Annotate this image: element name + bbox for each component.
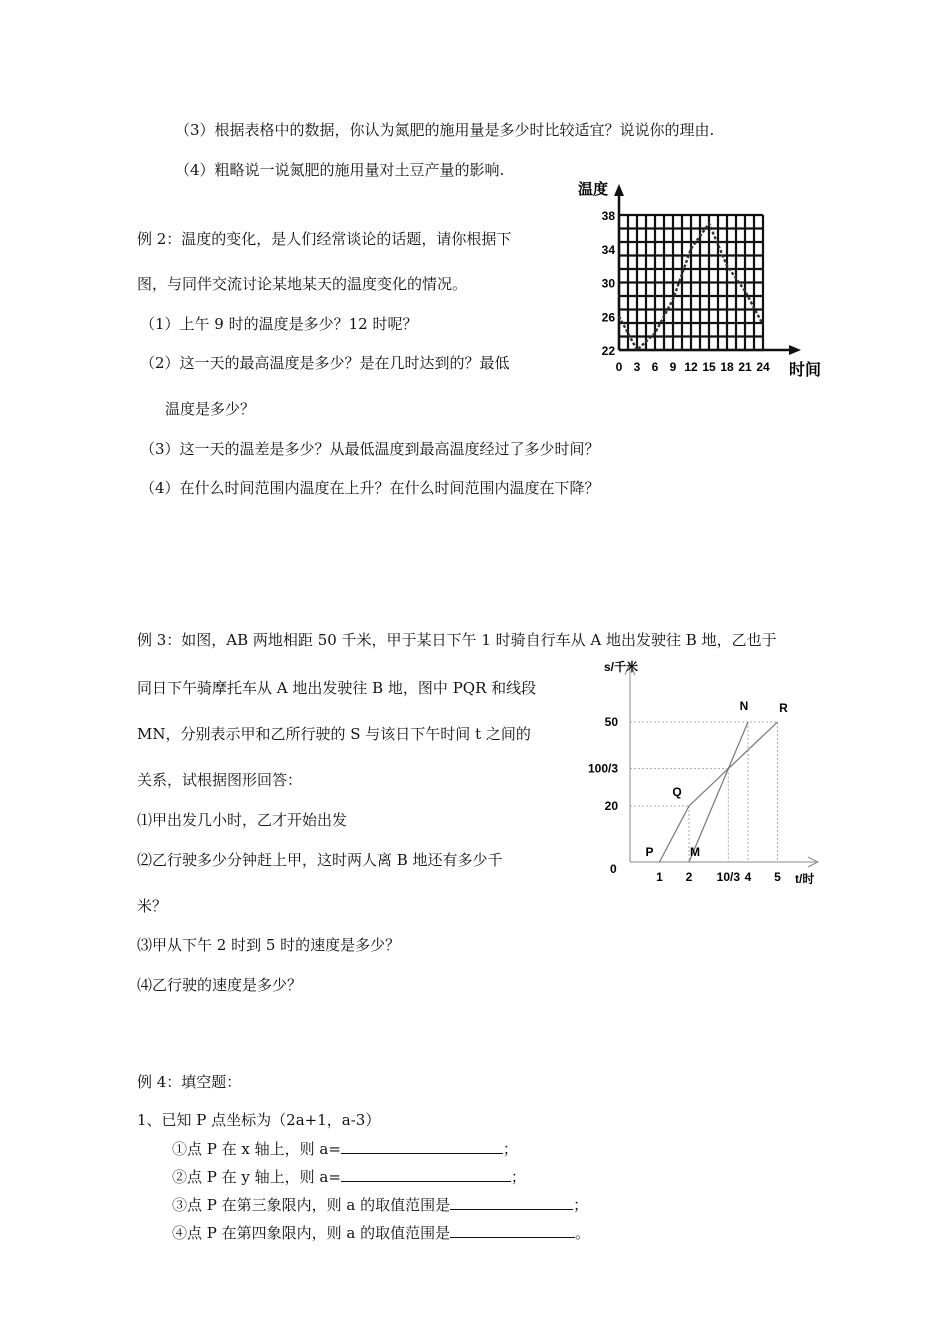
- example4-item-1: 1、已知 P 点坐标为（2a+1，a-3）: [137, 1111, 381, 1129]
- point-label-n: N: [739, 699, 749, 713]
- x-tick-label: 18: [720, 360, 734, 374]
- example4-subitem-3: [172, 1194, 588, 1215]
- example4-subitem-1: [172, 1138, 518, 1159]
- example4-subitem-2: [172, 1166, 526, 1187]
- example4-subitem-4: [172, 1222, 590, 1243]
- x-tick-label: 24: [756, 360, 770, 374]
- point-label-q: Q: [672, 785, 682, 799]
- example2-intro-line1: 例 2：温度的变化，是人们经常谈论的话题，请你根据下: [137, 230, 512, 248]
- series-mn-line: [689, 722, 748, 862]
- origin-label: 0: [610, 862, 617, 876]
- x-tick-label: 12: [684, 360, 698, 374]
- point-label-r: R: [779, 701, 788, 715]
- x-tick-label: 15: [702, 360, 716, 374]
- example3-question-1: ⑴甲出发几小时，乙才开始出发: [137, 811, 348, 829]
- example3-line1: 例 3：如图，AB 两地相距 50 千米，甲于某日下午 1 时骑自行车从 A 地出发驶往 B 地，乙也于: [137, 631, 777, 649]
- x-tick-label: 3: [633, 360, 641, 374]
- answer-blank-2[interactable]: [341, 1166, 511, 1182]
- subitem-2-punct: ；: [510, 1168, 526, 1186]
- subitem-2-text: ②点 P 在 y 轴上，则 a=: [172, 1168, 341, 1186]
- prev-question-3: （3）根据表格中的数据，你认为氮肥的施用量是多少时比较适宜？说说你的理由.: [175, 121, 715, 139]
- example4-title: 例 4：填空题：: [137, 1073, 242, 1091]
- x-tick-label: 5: [774, 870, 781, 884]
- answer-blank-1[interactable]: [341, 1138, 503, 1154]
- x-axis-arrow: [789, 345, 801, 355]
- example3-question-2-line1: ⑵乙行驶多少分钟赶上甲，这时两人离 B 地还有多少千: [137, 851, 503, 869]
- example3-line4: 关系，试根据图形回答：: [137, 771, 303, 789]
- subitem-3-text: ③点 P 在第三象限内，则 a 的取值范围是: [172, 1196, 451, 1214]
- subitem-4-text: ④点 P 在第四象限内，则 a 的取值范围是: [172, 1224, 451, 1242]
- point-label-m: M: [690, 845, 700, 859]
- example3-line2: 同日下午骑摩托车从 A 地出发驶往 B 地，图中 PQR 和线段: [137, 679, 537, 697]
- x-axis-label: 时间: [789, 362, 822, 379]
- example3-question-4: ⑷乙行驶的速度是多少？: [137, 976, 303, 994]
- x-tick-label: 0: [615, 360, 623, 374]
- y-tick-label: 38: [601, 209, 615, 223]
- example2-question-2-line2: 温度是多少？: [165, 400, 256, 418]
- y-tick-label: 30: [601, 276, 615, 291]
- example2-question-2-line1: （2）这一天的最高温度是多少？是在几时达到的？最低: [140, 354, 510, 372]
- y-axis-label: 温度: [578, 181, 609, 198]
- subitem-4-punct: 。: [575, 1224, 591, 1242]
- subitem-1-punct: ；: [502, 1140, 518, 1158]
- x-tick-label: 6: [651, 360, 659, 374]
- example3-question-3: ⑶甲从下午 2 时到 5 时的速度是多少？: [137, 936, 401, 954]
- x-tick-label: 1: [656, 870, 663, 884]
- x-axis-label: t/时: [795, 872, 815, 886]
- x-tick-label: 4: [744, 870, 752, 884]
- distance-time-chart: [580, 655, 830, 895]
- example3-question-2-line2: 米？: [137, 897, 168, 915]
- y-tick-label: 100/3: [587, 761, 618, 776]
- y-axis-label: s/千米: [604, 660, 639, 674]
- y-axis-arrow: [614, 184, 624, 196]
- y-tick-label: 26: [601, 310, 615, 325]
- x-tick-label: 9: [669, 360, 677, 374]
- y-tick-label: 34: [601, 242, 615, 257]
- prev-question-4: （4）粗略说一说氮肥的施用量对土豆产量的影响.: [175, 161, 505, 179]
- x-tick-label: 21: [738, 360, 752, 374]
- x-tick-label: 2: [685, 870, 693, 884]
- example2-question-4: （4）在什么时间范围内温度在上升？在什么时间范围内温度在下降？: [140, 479, 600, 497]
- example2-intro-line2: 图，与同伴交流讨论某地某天的温度变化的情况。: [137, 275, 468, 293]
- answer-blank-4[interactable]: [450, 1222, 575, 1238]
- subitem-3-punct: ；: [573, 1196, 589, 1214]
- x-tick-label: 10/3: [716, 870, 741, 884]
- point-label-p: P: [645, 845, 654, 859]
- subitem-1-text: ①点 P 在 x 轴上，则 a=: [172, 1140, 341, 1158]
- example2-question-1: （1）上午 9 时的温度是多少？12 时呢？: [140, 315, 418, 333]
- y-tick-label: 50: [604, 715, 618, 729]
- example2-question-3: （3）这一天的温差是多少？从最低温度到最高温度经过了多少时间？: [140, 440, 600, 458]
- example3-line3: MN，分别表示甲和乙所行驶的 S 与该日下午时间 t 之间的: [137, 725, 531, 743]
- temperature-chart: [575, 178, 830, 383]
- y-tick-label: 20: [604, 799, 618, 813]
- answer-blank-3[interactable]: [450, 1194, 573, 1210]
- y-tick-label: 22: [601, 344, 615, 358]
